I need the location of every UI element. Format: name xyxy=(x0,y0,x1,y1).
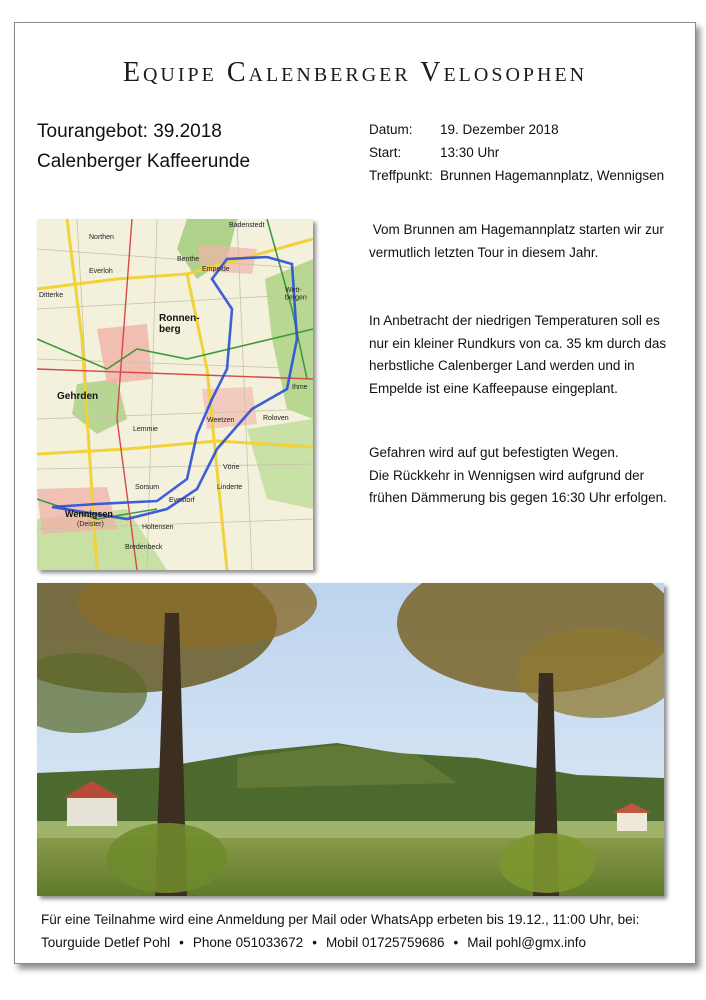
map-label: Badenstedt xyxy=(229,222,265,229)
map-label: Vörie xyxy=(223,464,240,471)
footer-contact-line xyxy=(41,931,639,954)
map-label: Roloven xyxy=(263,415,289,422)
map-label: Benthe xyxy=(177,256,200,263)
detail-value: 13:30 Uhr xyxy=(440,145,500,160)
map-label: (Deister) xyxy=(77,521,104,528)
map-label: Bredenbeck xyxy=(125,544,163,551)
tour-heading xyxy=(37,117,250,177)
map-label: Weetzen xyxy=(207,417,235,424)
tour-offer: Tourangebot: 39.2018 xyxy=(37,121,222,142)
map-label: Evestorf xyxy=(169,497,195,504)
page-title: Equipe Calenberger Velosophen xyxy=(122,57,588,88)
map-label: Ronnen-berg xyxy=(159,313,200,335)
tour-details xyxy=(369,118,664,187)
map-label: Lemmie xyxy=(133,426,158,433)
footer-separator: • xyxy=(179,935,184,950)
detail-label: Datum: xyxy=(369,122,413,137)
footer-contact xyxy=(41,908,639,954)
detail-row-date xyxy=(369,118,664,141)
map-label: Ihme xyxy=(292,384,308,391)
footer-registration-note: Für eine Teilnahme wird eine Anmeldung per Mail oder WhatsApp erbeten bis 19.12., 11:00 Uhr, bei: xyxy=(41,912,640,927)
map-label: Ditterke xyxy=(39,292,64,299)
map-label: Holtensen xyxy=(142,524,174,531)
footer-phone: Phone 051033672 xyxy=(192,935,304,950)
detail-row-start xyxy=(369,141,664,164)
map-label: Wennigsen xyxy=(65,509,113,519)
map-label: Empelde xyxy=(202,266,230,273)
map-label: Linderte xyxy=(217,484,243,491)
description-paragraph-3 xyxy=(369,442,669,510)
landscape-photo xyxy=(37,583,664,896)
map-label: Sorsum xyxy=(135,484,160,491)
detail-label: Start: xyxy=(369,145,402,160)
route-map-drawing xyxy=(37,219,313,570)
map-label: Wett-bergen xyxy=(285,287,307,302)
footer-separator: • xyxy=(312,935,317,950)
flyer-page xyxy=(14,22,696,964)
map-label: Gehrden xyxy=(57,391,99,402)
detail-row-meeting-point xyxy=(369,164,664,187)
map-label: Everloh xyxy=(89,268,113,275)
description-paragraph-2: In Anbetracht der niedrigen Temperaturen soll es nur ein kleiner Rundkurs von ca. 35 km durch das herbstliche Calenberger Land werden und in Empelde ist eine Kaffeepause eingeplant. xyxy=(369,313,667,396)
description-text: Die Rückkehr in Wennigsen wird aufgrund der frühen Dämmerung bis gegen 16:30 Uhr erfolgen. xyxy=(369,467,667,505)
footer-guide: Tourguide Detlef Pohl xyxy=(41,935,171,950)
footer-mobile: Mobil 01725759686 xyxy=(325,935,445,950)
route-map xyxy=(37,219,313,570)
footer-separator: • xyxy=(453,935,459,950)
map-label: Northen xyxy=(89,234,114,241)
tour-name: Calenberger Kaffeerunde xyxy=(37,151,251,172)
description-paragraph-1 xyxy=(369,219,669,264)
landscape-photo-drawing xyxy=(37,583,664,896)
detail-label: Treffpunkt: xyxy=(369,168,433,183)
detail-value: 19. Dezember 2018 xyxy=(440,122,559,137)
footer-mail[interactable]: Mail pohl@gmx.info xyxy=(467,935,587,950)
detail-value: Brunnen Hagemannplatz, Wennigsen xyxy=(440,168,665,183)
description-text: Gefahren wird auf gut befestigten Wegen. xyxy=(369,445,619,460)
description-text: Vom Brunnen am Hagemannplatz starten wir zur vermutlich letzten Tour in diesem Jahr. xyxy=(369,222,664,260)
